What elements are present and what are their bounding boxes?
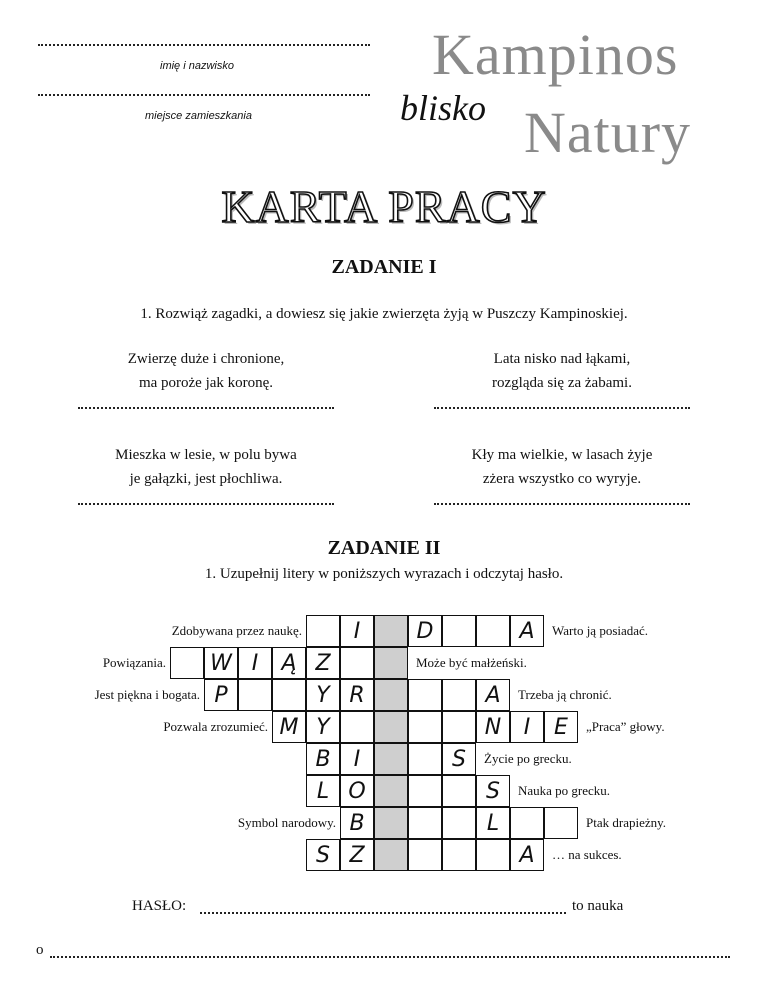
cw-password-cell[interactable] [374, 839, 408, 871]
cw-cell[interactable]: L [476, 807, 510, 839]
clue-left-5: Symbol narodowy. [237, 815, 336, 830]
cw-cell[interactable]: Z [340, 839, 374, 871]
cw-cell[interactable]: B [340, 807, 374, 839]
clue-left-1: Zdobywana przez naukę. [171, 623, 302, 638]
clue-right-2: Może być małżeński. [416, 655, 527, 670]
clue-right-5: Życie po grecku. [484, 751, 572, 766]
task1-heading: ZADANIE I [331, 256, 437, 278]
riddle-1-line1: Zwierzę duże i chronione, [127, 351, 285, 367]
riddle-4-answer-line[interactable] [434, 503, 690, 505]
clue-right-1: Warto ją posiadać. [552, 623, 649, 638]
cw-cell[interactable] [442, 615, 476, 647]
brand-kampinos: Kampinos [432, 22, 679, 87]
cw-cell[interactable]: N [476, 711, 510, 743]
clue-right-8: … na sukces. [552, 847, 622, 862]
cw-password-cell[interactable] [374, 743, 408, 775]
cw-password-cell[interactable] [374, 807, 408, 839]
riddle-4-line1: Kły ma wielkie, w lasach żyje [471, 447, 653, 463]
riddle-1-line2: ma poroże jak koronę. [138, 375, 274, 391]
cw-cell[interactable]: I [340, 615, 374, 647]
cw-cell[interactable] [340, 711, 374, 743]
cw-cell[interactable]: I [238, 647, 272, 679]
cw-cell[interactable]: P [204, 679, 238, 711]
riddle-4 [432, 443, 692, 491]
cw-cell[interactable]: S [442, 743, 476, 775]
cw-password-cell[interactable] [374, 679, 408, 711]
clue-left-2: Powiązania. [102, 655, 166, 670]
cw-cell[interactable] [408, 775, 442, 807]
cw-cell[interactable]: O [340, 775, 374, 807]
cw-cell[interactable]: A [476, 679, 510, 711]
cw-cell[interactable] [442, 839, 476, 871]
cw-cell[interactable] [442, 679, 476, 711]
riddle-1 [76, 347, 336, 395]
clue-right-6: Nauka po grecku. [518, 783, 611, 798]
cw-cell[interactable]: A [510, 615, 544, 647]
footer-prefix: o [36, 942, 44, 958]
cw-password-cell[interactable] [374, 775, 408, 807]
task2-heading: ZADANIE II [327, 537, 441, 559]
cw-cell[interactable] [408, 711, 442, 743]
clue-left-4: Pozwala zrozumieć. [163, 719, 268, 734]
cw-cell[interactable] [340, 647, 374, 679]
riddle-3 [76, 443, 336, 491]
cw-cell[interactable] [442, 807, 476, 839]
clue-right-7: Ptak drapieżny. [586, 815, 667, 830]
password-label: HASŁO: [132, 898, 187, 914]
cw-cell[interactable]: Y [306, 711, 340, 743]
riddle-3-line2: je gałązki, jest płochliwa. [129, 471, 283, 487]
cw-cell[interactable]: B [306, 743, 340, 775]
place-line[interactable] [38, 94, 370, 96]
riddle-2-line2: rozgląda się za żabami. [492, 375, 632, 391]
cw-cell[interactable] [238, 679, 272, 711]
clue-right-4: „Praca” głowy. [586, 719, 665, 734]
cw-password-cell[interactable] [374, 615, 408, 647]
password-answer-line[interactable] [200, 912, 566, 914]
riddle-1-answer-line[interactable] [78, 407, 334, 409]
cw-cell[interactable] [408, 807, 442, 839]
riddle-2 [432, 347, 692, 395]
cw-cell[interactable] [442, 711, 476, 743]
place-label: miejsce zamieszkania [145, 110, 252, 122]
cw-cell[interactable]: L [306, 775, 340, 807]
riddle-2-answer-line[interactable] [434, 407, 690, 409]
cw-cell[interactable]: Ą [272, 647, 306, 679]
cw-cell[interactable] [442, 775, 476, 807]
cw-cell[interactable]: D [408, 615, 442, 647]
footer-answer-line[interactable] [50, 956, 730, 958]
cw-cell[interactable] [476, 839, 510, 871]
name-line[interactable] [38, 44, 370, 46]
cw-cell[interactable] [476, 615, 510, 647]
cw-cell[interactable]: M [272, 711, 306, 743]
cw-cell[interactable] [408, 679, 442, 711]
cw-cell[interactable]: E [544, 711, 578, 743]
brand-natury: Natury [524, 100, 692, 165]
name-label: imię i nazwisko [160, 60, 234, 72]
brand-blisko: blisko [400, 88, 486, 128]
cw-cell[interactable]: Y [306, 679, 340, 711]
cw-cell[interactable]: R [340, 679, 374, 711]
cw-cell[interactable]: I [340, 743, 374, 775]
cw-cell[interactable] [408, 743, 442, 775]
password-suffix: to nauka [572, 898, 624, 914]
riddle-3-answer-line[interactable] [78, 503, 334, 505]
cw-cell[interactable]: I [510, 711, 544, 743]
cw-cell[interactable]: S [306, 839, 340, 871]
riddle-2-line1: Lata nisko nad łąkami, [493, 351, 631, 367]
cw-cell[interactable]: W [204, 647, 238, 679]
riddle-3-line1: Mieszka w lesie, w polu bywa [115, 447, 297, 463]
cw-cell[interactable] [510, 807, 544, 839]
clue-right-3: Trzeba ją chronić. [518, 687, 612, 702]
cw-cell[interactable] [170, 647, 204, 679]
cw-cell[interactable] [306, 615, 340, 647]
task1-instruction: 1. Rozwiąż zagadki, a dowiesz się jakie zwierzęta żyją w Puszczy Kampinoskiej. [140, 306, 628, 322]
cw-password-cell[interactable] [374, 647, 408, 679]
page-title: KARTA PRACY [221, 181, 547, 232]
cw-cell[interactable] [272, 679, 306, 711]
cw-cell[interactable]: S [476, 775, 510, 807]
cw-cell[interactable]: Z [306, 647, 340, 679]
task2-instruction: 1. Uzupełnij litery w poniższych wyrazach i odczytaj hasło. [204, 566, 564, 582]
clue-left-3: Jest piękna i bogata. [94, 687, 200, 702]
cw-cell[interactable] [544, 807, 578, 839]
riddle-4-line2: zżera wszystko co wyryje. [482, 471, 642, 487]
cw-cell[interactable]: A [510, 839, 544, 871]
cw-password-cell[interactable] [374, 711, 408, 743]
cw-cell[interactable] [408, 839, 442, 871]
